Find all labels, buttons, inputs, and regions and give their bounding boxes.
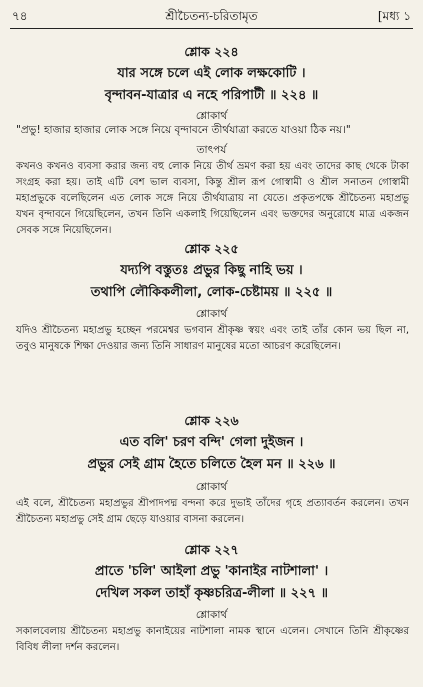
- verse-225-line-2: তথাপি লৌকিকলীলা, লোক-চেষ্টাময় ॥ ২২৫ ॥: [90, 285, 333, 300]
- verse-225-line-1: যদ্যপি বস্তুতঃ প্রভুর কিছু নাহি ভয় ।: [120, 263, 303, 278]
- header-rule: [10, 28, 413, 29]
- verse-227-line-2: দেখিল সকল তাহাঁ কৃষ্ণচরিত্র-লীলা ॥ ২২৭ ॥: [95, 586, 328, 601]
- verse-227-line-1: প্রাতে 'চলি' আইলা প্রভু 'কানাইর নাটশালা' ।: [94, 564, 329, 579]
- book-title: শ্রীচৈতন্য-চরিতামৃত: [165, 9, 258, 23]
- verse-224-purport-label: তাৎপর্য: [196, 144, 227, 156]
- verse-226-translation: এই বলে, শ্রীচৈতন্য মহাপ্রভুর শ্রীপাদপদ্ম বন্দনা করে দুভাই তাঁদের গৃহে প্রত্যাবর্তন করলেন। তখন শ্রীচৈতন্য মহাপ্রভু সেই গ্রাম ছেড়ে যাওয়ার বাসনা করলেন।: [16, 498, 409, 525]
- verse-227-translation: সকালবেলায় শ্রীচৈতন্য মহাপ্রভু কানাইয়ের নাটশালা নামক স্থানে এলেন। সেখানে তিনি শ্রীকৃষ্ণের বিবিধ লীলা দর্শন করলেন।: [16, 626, 409, 653]
- verse-224-heading: শ্লোক ২২৪: [184, 44, 239, 59]
- verse-224-translation-label: শ্লোকার্থ: [195, 110, 228, 122]
- verse-226-heading: শ্লোক ২২৬: [184, 413, 239, 428]
- verse-225-heading: শ্লোক ২২৫: [184, 241, 239, 256]
- verse-226-line-2: প্রভুর সেই গ্রাম হৈতে চলিতে হৈল মন ॥ ২২৬ ॥: [87, 457, 336, 472]
- page-header: [12, 8, 411, 30]
- verse-227-translation-label: শ্লোকার্থ: [195, 609, 228, 621]
- verse-224-line-1: যার সঙ্গে চলে এই লোক লক্ষকোটি ।: [117, 66, 306, 81]
- verse-227-heading: শ্লোক ২২৭: [184, 542, 239, 557]
- verse-224-translation: "প্রভু! হাজার হাজার লোক সঙ্গে নিয়ে বৃন্দাবনে তীর্থযাত্রা করতে যাওয়া ঠিক নয়।": [16, 124, 351, 136]
- page-number: ৭৪: [12, 9, 28, 23]
- verse-226-translation-label: শ্লোকার্থ: [195, 481, 228, 493]
- verse-225-translation: যদিও শ্রীচৈতন্য মহাপ্রভু হচ্ছেন পরমেশ্বর ভগবান শ্রীকৃষ্ণ স্বয়ং এবং তাই তাঁর কোন ভয় ছিল না, তবুও মানুষকে শিক্ষা দেওয়ার জন্য তিনি সাধারণ মানুষের মতো আচরণ করেছিলেন।: [16, 325, 409, 352]
- verse-225-translation-label: শ্লোকার্থ: [195, 308, 228, 320]
- section-label: [মধ্য ১: [377, 9, 411, 23]
- verse-224-purport: কখনও কখনও ব্যবসা করার জন্য বহু লোক নিয়ে তীর্থ ভ্রমণ করা হয় এবং তাদের কাছ থেকে টাকা সংগ্রহ করা হয়। তাই এটি বেশ ভাল ব্যবসা, কিন্তু শ্রীল রূপ গোস্বামী ও শ্রীল সনাতন গোস্বামী মহাপ্রভুকে বলেছিলেন এত লোক সঙ্গে নিয়ে তীর্থযাত্রায় না যেতে। প্রকৃতপক্ষে শ্রীচৈতন্য মহাপ্রভু যখন বৃন্দাবনে গিয়েছিলেন, তখন তিনি একলাই গিয়েছিলেন এবং ভক্তদের অনুরোধে মাত্র একজন সেবক সঙ্গে নিয়েছিলেন।: [16, 161, 409, 236]
- verse-224-line-2: বৃন্দাবন-যাত্রার এ নহে পরিপাটী ॥ ২২৪ ॥: [104, 88, 319, 103]
- verse-226-line-1: এত বলি' চরণ বন্দি' গেলা দুইজন ।: [119, 435, 304, 450]
